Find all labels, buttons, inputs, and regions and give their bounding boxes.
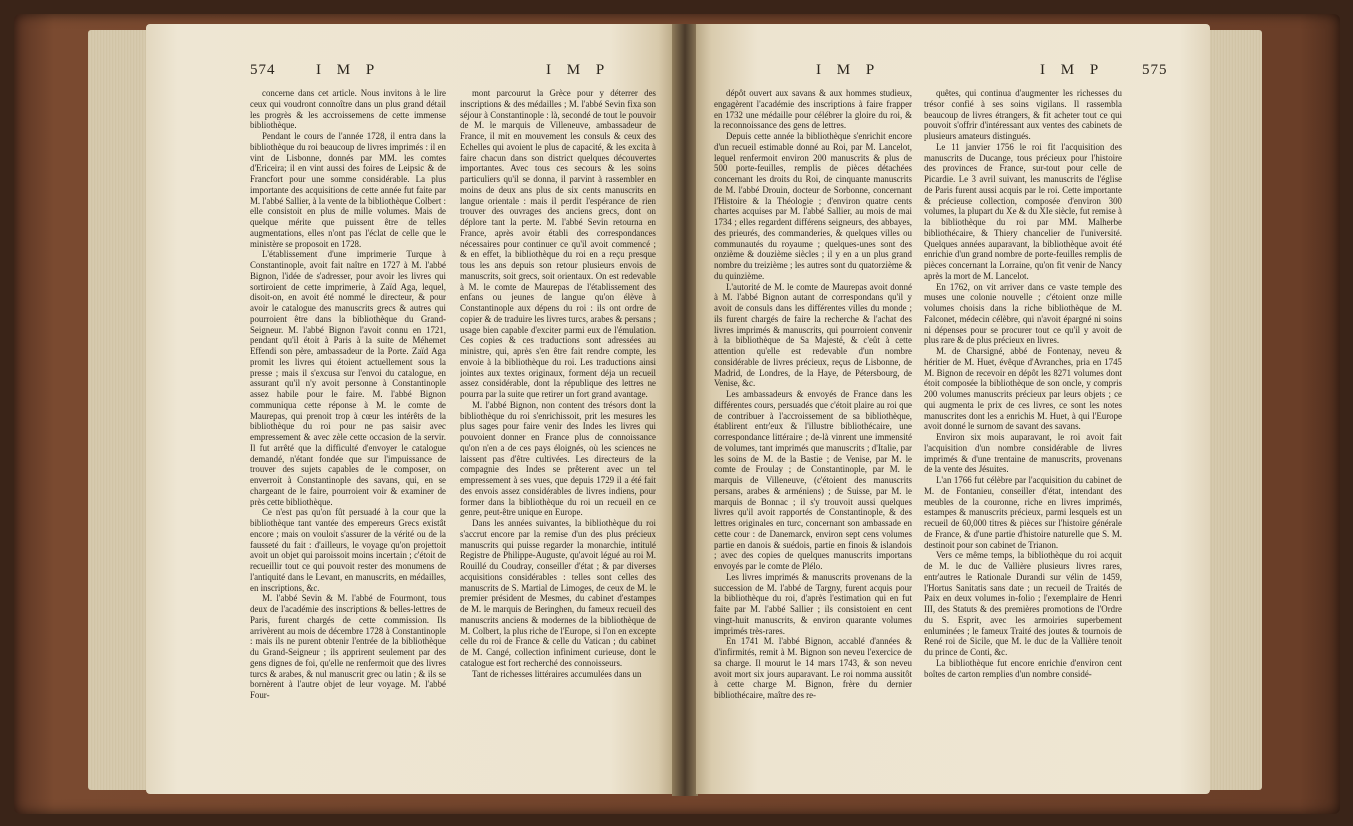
right-running-head-2: I M P [1040, 62, 1105, 78]
paragraph: M. l'abbé Sevin & M. l'abbé de Fourmont, tous deux de l'académie des inscriptions & belles-lettres de Paris, furent chargés de cette commission. Ils arrivèrent au mois de décembre 1728 à Constantinople : mais ils ne purent obtenir l'entrée de la bibliothèque du Grand-Seigneur ; ils apprirent seulement par des gens dignes de foi, qu'elle ne renfermoit que des livres turcs & arabes, & nul manuscrit grec ou latin ; & ils se bornèrent à l'autre objet de leur voyage. M. l'abbé Four- [250, 593, 446, 700]
right-page-column-1 [714, 88, 912, 788]
left-running-head-1: I M P [316, 62, 381, 78]
right-page-edges [1206, 30, 1262, 790]
paragraph: En 1762, on vit arriver dans ce vaste temple des muses une colonie nouvelle ; c'étoient onze mille volumes choisis dans la riche bibliothèque de M. Falconet, médecin célèbre, qui n'avoit épargné ni soins ni dépenses pour se procurer tout ce qu'il y avoit de plus rare & de plus précieux en livres. [924, 281, 1122, 346]
right-page-column-2 [924, 88, 1122, 788]
paragraph: L'établissement d'une imprimerie Turque à Constantinople, avoit fait naître en 1727 à M. l'abbé Bignon, l'idée de s'adresser, pour avoir les livres qui sortiroient de cette imprimerie, à Zaïd Aga, lequel, disoit-on, en avoit été nommé le directeur, & pour avoir le catalogue des manuscrits grecs & autres qui pourroient être dans la bibliothèque du Grand-Seigneur. M. l'abbé Bignon l'avoit connu en 1721, pendant qu'il étoit à Paris à la suite de Méhemet Effendi son père, ambassadeur de la Porte. Zaïd Aga promit les livres qui étoient actuellement sous la presse ; mais il s'excusa sur l'envoi du catalogue, en assurant qu'il n'y avoit personne à Constantinople assez habile pour le faire. M. l'abbé Bignon communiqua cette réponse à M. le comte de Maurepas, qui prenoit trop à cœur les intérêts de la bibliothèque du roi pour ne pas saisir avec empressement & avec zèle cette occasion de la servir. Il fut arrêté que la difficulté d'envoyer le catalogue demandé, n'étant fondée que sur l'impuissance de trouver des sujets capables de le composer, on enverroit à Constantinople des savans, qui, en se chargeant de le faire, pourroient voir & examiner de près cette bibliothèque. [250, 249, 446, 507]
left-page [146, 24, 674, 794]
paragraph: quêtes, qui continua d'augmenter les richesses du trésor confié à ses soins vigilans. Il rassembla beaucoup de livres étrangers, & fit acheter tout ce qui pouvoit s'offrir d'intéressant aux ventes des cabinets de plusieurs amateurs distingués. [924, 88, 1122, 141]
paragraph: Dans les années suivantes, la bibliothèque du roi s'accrut encore par la remise d'un des plus précieux manuscrits qui puisse regarder la monarchie, intitulé Registre de Philippe-Auguste, qu'avoit légué au roi M. Rouillé du Coudray, conseiller d'état ; & par diverses acquisitions considérables : telles sont celles des manuscrits de S. Martial de Limoges, de ceux de M. le premier président de Mesmes, du cabinet d'estampes de M. le marquis de Beringhen, du fameux recueil des manuscrits anciens & modernes de la bibliothèque de M. Colbert, la plus riche de l'Europe, si l'on en excepte celle du roi de France & celle du Vatican ; du cabinet de M. Cangé, collection infiniment curieuse, dont le catalogue est fort recherché des connoisseurs. [460, 518, 656, 668]
paragraph: M. de Charsigné, abbé de Fontenay, neveu & héritier de M. Huet, évêque d'Avranches, pria en 1745 M. Bignon de recevoir en dépôt les 8271 volumes dont étoit composée la bibliothèque de son oncle, y compris 200 volumes manuscrits précieux par leurs objets ; ce qui augmenta le prix de ces livres, ce sont les notes manuscrites dont les a enrichis M. Huet, à qui l'Europe avoit donné le surnom de savant des savans. [924, 346, 1122, 432]
paragraph: Environ six mois auparavant, le roi avoit fait l'acquisition d'un nombre considérable de livres imprimés & d'une trentaine de manuscrits, provenans de la vente des Jésuites. [924, 432, 1122, 475]
paragraph: Les livres imprimés & manuscrits provenans de la succession de M. l'abbé de Targny, furent acquis pour la bibliothèque du roi, d'après l'estimation qui en fut faite par M. l'abbé Sallier ; ils consistoient en cent vingt-huit manuscrits, & environ quarante volumes imprimés très-rares. [714, 571, 912, 636]
paragraph: L'an 1766 fut célèbre par l'acquisition du cabinet de M. de Fontanieu, conseiller d'état, intendant des meubles de la couronne, riche en livres imprimés, estampes & manuscrits précieux, parmi lesquels est un recueil de 60,000 titres & pièces sur l'histoire générale de France, & d'une partie d'histoire naturelle que S. M. destinoit pour son cabinet de Trianon. [924, 475, 1122, 550]
left-page-edges [88, 30, 150, 790]
paragraph: Vers ce même temps, la bibliothèque du roi acquit de M. le duc de Vallière plusieurs livres rares, entr'autres le Rationale Durandi sur vélin de 1459, l'Hortus Sanitatis sans date ; un recueil de Traités de Paix en deux volumes in-folio ; l'exemplaire de Henri III, des Statuts & des premières promotions de l'Ordre du S. Esprit, avec les armoiries superbement enluminées ; le fameux Traité des joutes & tournois de René roi de Sicile, que M. le duc de la Vallière tenoit du prince de Conti, &c. [924, 550, 1122, 657]
paragraph: dépôt ouvert aux savans & aux hommes studieux, engagèrent l'académie des inscriptions à faire frapper en 1732 une médaille pour célébrer la gloire du roi, & la reconnoissance des gens de lettres. [714, 88, 912, 131]
right-page-number: 575 [1142, 62, 1168, 78]
paragraph: Tant de richesses littéraires accumulées dans un [472, 668, 642, 679]
paragraph: Pendant le cours de l'année 1728, il entra dans la bibliothèque du roi beaucoup de livres imprimés : il en vint de Lisbonne, donnés par MM. les comtes d'Ericeira; il en vint aussi des foires de Leipsic & de Francfort pour une somme considérable. La plus importante des acquisitions de cette année fut faite par M. l'abbé Sallier, à la vente de la bibliothèque Colbert : elle consistoit en plus de mille volumes. Mais de quelque mérite que puissent être de telles augmentations, elles n'ont pas l'éclat de celle que le ministère se proposoit en 1728. [250, 131, 446, 249]
paragraph: En 1741 M. l'abbé Bignon, accablé d'années & d'infirmités, remit à M. Bignon son neveu l'exercice de sa charge. Il mourut le 14 mars 1743, & son neveu avoit mort six jours auparavant. Le roi nomma aussitôt à cette charge M. Bignon, frère du dernier bibliothécaire, maître des re- [714, 636, 912, 700]
book-gutter [672, 24, 698, 796]
paragraph: M. l'abbé Bignon, non content des trésors dont la bibliothèque du roi s'enrichissoit, prit les mesures les plus sages pour faire venir des Indes les livres qui pouvoient donner en France plus de connoissance qu'on n'en a de ces pays éloignés, où les sciences ne laissent pas d'être cultivées. Les directeurs de la compagnie des Indes se prêterent avec un tel empressement à ses vues, que depuis 1729 il a été fait des envois assez considérables de livres indiens, pour former dans la bibliothèque du roi un recueil en ce genre, peut-être unique en Europe. [460, 399, 656, 518]
paragraph: L'autorité de M. le comte de Maurepas avoit donné à M. l'abbé Bignon autant de correspondans qu'il y avoit de consuls dans les différentes villes du monde ; ils furent chargés de faire la recherche & l'achat des livres imprimés & manuscrits, qui pourroient convenir à la bibliothèque de Sa Majesté, & c'eût à cette attention qu'elle est redevable d'un nombre considérable de livres précieux, reçus de Lisbonne, de Madrid, de Londres, de la Haye, de Pétersbourg, de Venise, &c. [714, 281, 912, 389]
left-page-column-1 [250, 88, 446, 788]
paragraph: Ce n'est pas qu'on fût persuadé à la cour que la bibliothèque tant vantée des empereurs Grecs existât encore ; mais on vouloit s'assurer de la vérité ou de la fausseté du fait : d'ailleurs, le voyage qu'on projettoit avoit un objet qui paroissoit moins incertain ; c'étoit de recueillir tout ce qui pouvoit rester des monumens de l'antiquité dans le Levant, en manuscrits, en médailles, en inscriptions, &c. [250, 507, 446, 593]
paragraph: Le 11 janvier 1756 le roi fit l'acquisition des manuscrits de Ducange, tous précieux pour l'histoire des provinces de France, sur-tout pour celle de Picardie. Le 3 avril suivant, les manuscrits de l'église de Paris furent aussi acquis par le roi. Cette importante & précieuse collection, composée d'environ 300 volumes, la plupart du Xe & du XIe siècle, fut remise à la bibliothèque du roi par MM. Malherbe bibliothécaire, & Thiery chancelier de l'université. Quelques années auparavant, la bibliothèque avoit été enrichie d'un grand nombre de porte-feuilles remplis de pièces concernant la Lorraine, qu'on fit venir de Nancy après la mort de M. Lancelot. [924, 141, 1122, 281]
left-page-column-2 [460, 88, 656, 788]
right-page-header [716, 62, 1176, 82]
paragraph: Les ambassadeurs & envoyés de France dans les différentes cours, persuadés que c'étoit plaire au roi que de contribuer à l'accroissement de sa bibliothèque, établirent entr'eux & l'illustre bibliothécaire, une correspondance littéraire ; de-là vinrent une immensité de volumes, tant imprimés que manuscrits ; d'Italie, par les soins de M. de la Bastie ; de Venise, par M. le comte de Froulay ; de Constantinople, par M. le marquis de Villeneuve, (c'étoient des manuscrits persans, arabes & arméniens) ; de Suisse, par M. le marquis de Bonnac ; il s'y trouvoit aussi quelques livres qu'il avoit rapportés de Constantinople, & des lettres originales en turc, concernant son ambassade en cette cour : de Danemarck, environ sept cens volumes partie en danois & suédois, partie en finois & islandois ; avec des copies de quelques manuscrits importans envoyés par le comte de Plélo. [714, 389, 912, 571]
left-running-head-2: I M P [546, 62, 611, 78]
right-page [696, 24, 1210, 794]
paragraph: Depuis cette année la bibliothèque s'enrichit encore d'un recueil estimable donné au Roi, par M. Lancelot, lequel renfermoit environ 200 manuscrits & plus de 500 porte-feuilles, remplis de pièces détachées concernant les droits du Roi, de cinquante manuscrits de M. l'abbé Drouin, docteur de Sorbonne, concernant l'Histoire & la Théologie ; d'environ quatre cents chartes acquises par M. l'abbé Sallier, au mois de mai 1734 ; elles regardent différens seigneurs, des abbayes, des prieurés, des commanderies, & quelques villes ou communautés du royaume ; quelques-unes sont des onzième & douzième siècles ; il y en a un plus grand nombre du treizième ; les autres sont du quatorzième & du quinzième. [714, 131, 912, 281]
paragraph: La bibliothèque fut encore enrichie d'environ cent boîtes de carton remplies d'un nombre considé- [924, 657, 1122, 679]
paragraph: mont parcourut la Grèce pour y déterrer des inscriptions & des médailles ; M. l'abbé Sevin fixa son séjour à Constantinople : là, secondé de tout le pouvoir de M. le marquis de Villeneuve, ambassadeur de France, il mit en mouvement les consuls & ceux des Echelles qui avoient le plus de capacité, & les excita à faire chacun dans son district quelques découvertes importantes. Avec tous ces secours & les soins particuliers qu'il se donna, il parvint à rassembler en moins de deux ans plus de six cents manuscrits en langue orientale : mais il perdit l'espérance de rien trouver des ouvrages des anciens grecs, dont on déplore tant la perte. M. l'abbé Sevin retourna en France, après avoir établi des correspondances nécessaires pour continuer ce qu'il avoit commencé ; & en effet, la bibliothèque du roi en a reçu presque tous les ans depuis son retour plusieurs envois de manuscrits, soit grecs, soit orientaux. On est redevable à M. le comte de Maurepas de l'établissement des enfans ou jeunes de langue qu'on élève à Constantinople aux dépens du roi : ils ont ordre de copier & de traduire les livres turcs, arabes & persans ; usage bien capable d'exciter parmi eux de l'émulation. Ces copies & ces traductions sont adressées au ministre, qui, après s'en être fait rendre compte, les envoie à la bibliothèque du roi. Les traductions ainsi jointes aux textes originaux, forment déja un recueil assez considérable, dont la république des lettres ne pourra par la suite que retirer un fort grand avantage. [460, 88, 656, 399]
right-running-head-1: I M P [816, 62, 881, 78]
left-page-number: 574 [250, 62, 276, 78]
left-page-header [250, 62, 650, 82]
paragraph: concerne dans cet article. Nous invitons à le lire ceux qui voudront connoître dans un plus grand détail les progrès & les accroissemens de cette immense bibliothèque. [250, 88, 446, 131]
